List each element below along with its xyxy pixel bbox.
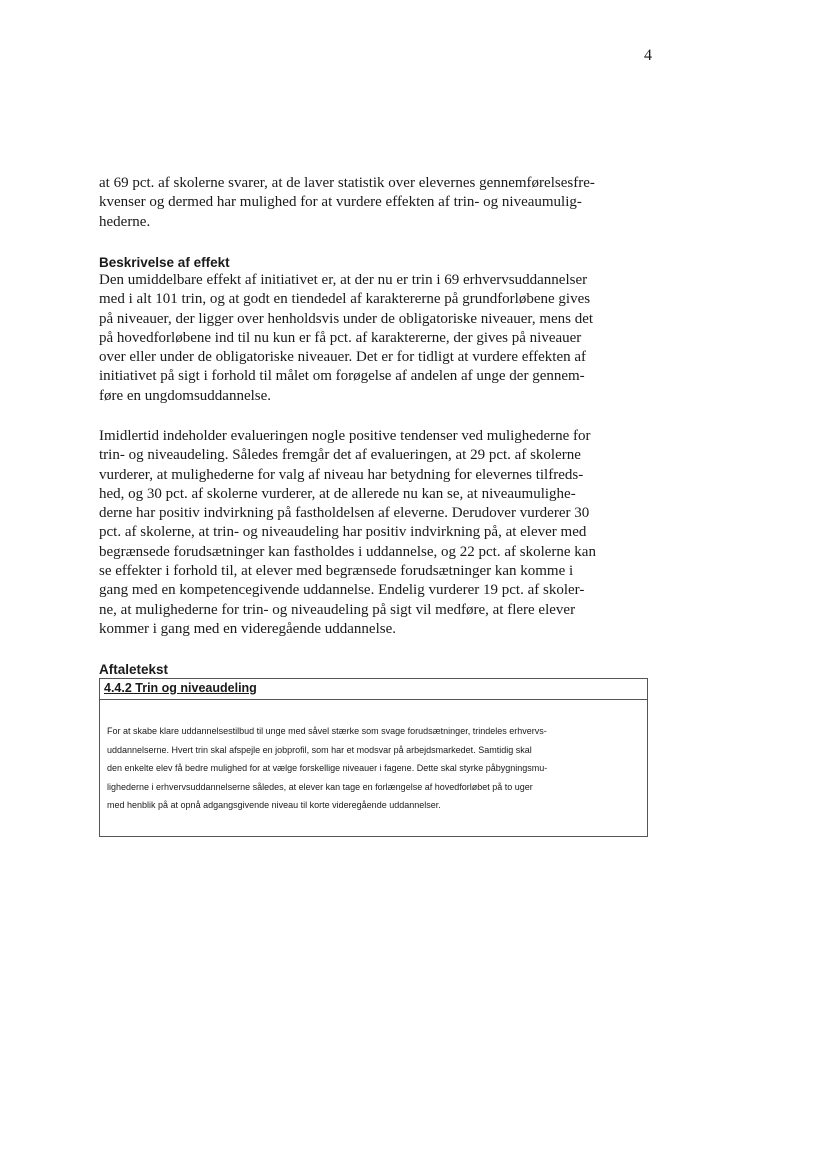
text-line: den enkelte elev få bedre mulighed for at vælge forskellige niveauer i fagene. Dette skal styrke påbygningsmu- [107, 763, 548, 774]
paragraph-tendenser [99, 427, 633, 639]
text-line: Imidlertid indeholder evalueringen nogle positive tendenser ved mulighederne for [99, 428, 591, 444]
agreement-box-heading [100, 679, 647, 700]
paragraph-intro [99, 174, 633, 232]
text-line: på hovedforløbene ind til nu kun er få pct. af karaktererne, der gives på niveauer [99, 329, 582, 346]
text-line: ne, at mulighederne for trin- og niveaudeling på sigt vil medføre, at flere elever [99, 601, 576, 618]
paragraph-effekt [99, 271, 633, 406]
text-line: vurderer, at mulighederne for valg af niveau har betydning for elevernes tilfreds- [99, 466, 584, 483]
text-line: begrænsede forudsætninger kan fastholdes i uddannelse, og 22 pct. af skolerne kan [99, 543, 596, 560]
text-line: lighederne i erhvervsuddannelserne således, at elever kan tage en forlængelse af hovedforløbet på to uger [107, 781, 533, 792]
text-line: initiativet på sigt i forhold til målet om forøgelse af andelen af unge der gennem- [99, 368, 585, 385]
text-line: uddannelserne. Hvert trin skal afspejle en jobprofil, som har et modsvar på arbejdsmarkedet. Samtidig skal [107, 744, 532, 755]
text-line: at 69 pct. af skolerne svarer, at de laver statistik over elevernes gennemførelsesfre- [99, 175, 595, 191]
page-number: 4 [644, 47, 652, 64]
text-line: Den umiddelbare effekt af initiativet er, at der nu er trin i 69 erhvervsuddannelser [99, 272, 588, 288]
text-line: For at skabe klare uddannelsestilbud til unge med såvel stærke som svage forudsætninger, trindeles erhvervs- [107, 726, 547, 736]
agreement-box-title: 4.4.2 Trin og niveaudeling [104, 681, 257, 695]
agreement-box-body [107, 722, 547, 815]
agreement-text-box [99, 678, 648, 837]
text-line: gang med en kompetencegivende uddannelse. Endelig vurderer 19 pct. af skoler- [99, 582, 585, 599]
text-line: over eller under de obligatoriske niveauer. Det er for tidligt at vurdere effekten af [99, 349, 587, 366]
text-line: føre en ungdomsuddannelse. [99, 387, 272, 404]
text-line: se effekter i forhold til, at elever med begrænsede forudsætninger kan komme i [99, 563, 574, 580]
text-line: kvenser og dermed har mulighed for at vurdere effekten af trin- og niveaumulig- [99, 194, 582, 211]
text-line: derne har positiv indvirkning på fastholdelsen af eleverne. Derudover vurderer 30 [99, 505, 590, 522]
section-heading-aftaletekst: Aftaletekst [99, 662, 169, 677]
text-line: hederne. [99, 213, 151, 230]
text-line: hed, og 30 pct. af skolerne vurderer, at de allerede nu kan se, at niveaumulighe- [99, 485, 576, 502]
text-line: trin- og niveaudeling. Således fremgår det af evalueringen, at 29 pct. af skolerne [99, 447, 581, 464]
text-line: med henblik på at opnå adgangsgivende niveau til korte videregående uddannelser. [107, 800, 441, 811]
section-heading-effekt: Beskrivelse af effekt [99, 255, 230, 270]
text-line: med i alt 101 trin, og at godt en tiendedel af karaktererne på grundforløbene gives [99, 291, 591, 308]
text-line: kommer i gang med en videregående uddannelse. [99, 620, 396, 637]
text-line: pct. af skolerne, at trin- og niveaudeling har positiv indvirkning på, at elever med [99, 524, 587, 541]
text-line: på niveauer, der ligger over henholdsvis under de obligatoriske niveauer, mens det [99, 310, 594, 327]
